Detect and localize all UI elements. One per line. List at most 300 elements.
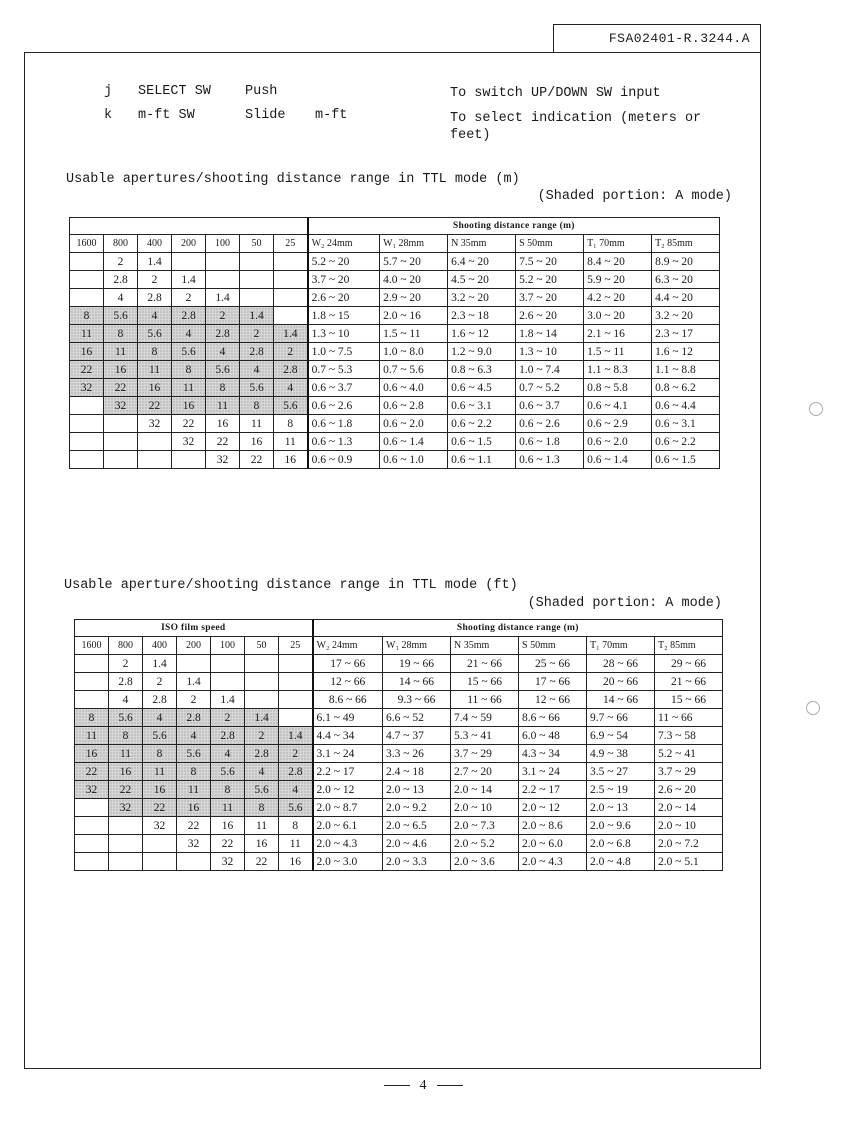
iso-column-header: 800 [109,637,143,655]
distance-range-cell: 2.7 ~ 20 [451,763,519,781]
aperture-cell: 2.8 [143,691,177,709]
aperture-cell: 2 [109,655,143,673]
distance-range-cell: 2.0 ~ 14 [655,799,723,817]
table-row [75,691,723,709]
aperture-cell-a-mode: 2 [279,745,313,763]
distance-range-cell: 5.9 ~ 20 [584,271,652,289]
aperture-cell: 32 [177,835,211,853]
aperture-cell-a-mode: 16 [75,745,109,763]
aperture-cell-a-mode: 8 [143,745,177,763]
distance-range-cell: 1.5 ~ 11 [380,325,448,343]
distance-range-cell: 1.2 ~ 9.0 [448,343,516,361]
distance-range-cell: 1.1 ~ 8.3 [584,361,652,379]
lens-column-header: T₁ 70mm [584,235,652,253]
page-frame [24,52,761,1069]
table-row [75,655,723,673]
aperture-cell: 22 [172,415,206,433]
aperture-cell [70,397,104,415]
aperture-cell: 22 [240,451,274,469]
distance-range-cell: 17 ~ 66 [519,673,587,691]
distance-range-cell: 4.5 ~ 20 [448,271,516,289]
aperture-cell [274,253,308,271]
aperture-cell-a-mode: 8 [206,379,240,397]
table-row [70,415,720,433]
table-row [75,781,723,799]
distance-range-cell: 0.6 ~ 1.5 [448,433,516,451]
distance-range-cell: 3.1 ~ 24 [519,763,587,781]
distance-range-cell: 7.3 ~ 58 [655,727,723,745]
aperture-cell: 16 [279,853,313,871]
aperture-cell: 16 [245,835,279,853]
aperture-cell-a-mode: 8 [172,361,206,379]
aperture-cell: 11 [279,835,313,853]
table-row [70,379,720,397]
table-row [70,307,720,325]
distance-range-cell: 0.6 ~ 2.0 [584,433,652,451]
aperture-cell: 2.8 [104,271,138,289]
table-row [70,343,720,361]
page-number-footer [0,1078,846,1094]
distance-range-cell: 0.6 ~ 3.1 [652,415,720,433]
aperture-cell-a-mode: 11 [211,799,245,817]
aperture-cell [75,655,109,673]
aperture-cell: 16 [274,451,308,469]
distance-range-cell: 6.1 ~ 49 [313,709,383,727]
aperture-cell: 22 [206,433,240,451]
aperture-cell-a-mode: 11 [172,379,206,397]
aperture-cell-a-mode: 8 [240,397,274,415]
lens-column-header: N 35mm [448,235,516,253]
aperture-cell: 8 [274,415,308,433]
control-op-slide: Slide [245,108,286,123]
distance-range-cell: 1.3 ~ 10 [308,325,380,343]
table-row [75,835,723,853]
iso-column-header: 50 [245,637,279,655]
aperture-cell [104,415,138,433]
distance-range-cell: 6.9 ~ 54 [587,727,655,745]
aperture-cell-a-mode: 11 [109,745,143,763]
aperture-cell-a-mode: 1.4 [245,709,279,727]
distance-range-cell: 2.0 ~ 7.3 [451,817,519,835]
distance-range-cell: 9.3 ~ 66 [383,691,451,709]
aperture-cell [70,451,104,469]
distance-range-cell: 8.9 ~ 20 [652,253,720,271]
distance-range-cell: 6.6 ~ 52 [383,709,451,727]
distance-range-cell: 7.4 ~ 59 [451,709,519,727]
aperture-cell-a-mode: 22 [75,763,109,781]
distance-range-cell: 2.0 ~ 9.6 [587,817,655,835]
distance-range-cell: 2.1 ~ 16 [584,325,652,343]
distance-range-cell: 14 ~ 66 [587,691,655,709]
distance-range-cell: 15 ~ 66 [451,673,519,691]
table-row [75,727,723,745]
footer-dash-left [384,1085,410,1086]
aperture-cell-a-mode: 5.6 [109,709,143,727]
distance-range-cell: 2.0 ~ 12 [519,799,587,817]
aperture-cell: 1.4 [143,655,177,673]
aperture-cell-a-mode: 5.6 [104,307,138,325]
iso-column-header: 800 [104,235,138,253]
aperture-cell-a-mode: 2.8 [177,709,211,727]
aperture-cell-a-mode: 8 [109,727,143,745]
distance-range-cell: 29 ~ 66 [655,655,723,673]
distance-range-cell: 2.0 ~ 4.6 [383,835,451,853]
aperture-cell-a-mode: 2.8 [206,325,240,343]
distance-range-cell: 6.4 ~ 20 [448,253,516,271]
lens-column-header: W₁ 28mm [380,235,448,253]
aperture-cell [245,655,279,673]
iso-column-header: 1600 [70,235,104,253]
distance-range-cell: 5.2 ~ 41 [655,745,723,763]
distance-range-cell: 2.0 ~ 3.6 [451,853,519,871]
aperture-cell-a-mode: 1.4 [279,727,313,745]
aperture-cell-a-mode: 8 [138,343,172,361]
aperture-cell-a-mode: 2 [240,325,274,343]
aperture-cell-a-mode: 16 [172,397,206,415]
distance-range-cell: 0.6 ~ 3.1 [448,397,516,415]
aperture-cell-a-mode: 16 [138,379,172,397]
distance-range-cell: 2.0 ~ 16 [380,307,448,325]
aperture-cell-a-mode: 2.8 [172,307,206,325]
aperture-cell-a-mode: 22 [104,379,138,397]
iso-film-speed-header: ISO film speed [75,620,313,637]
distance-range-cell: 0.7 ~ 5.3 [308,361,380,379]
distance-range-cell: 21 ~ 66 [451,655,519,673]
binder-hole-mark [809,402,823,416]
group-header-row [70,218,720,235]
footer-dash-right [437,1085,463,1086]
distance-range-cell: 2.4 ~ 18 [383,763,451,781]
distance-range-cell: 2.9 ~ 20 [380,289,448,307]
distance-range-cell: 2.3 ~ 17 [652,325,720,343]
aperture-cell-a-mode: 4 [177,727,211,745]
distance-range-cell: 3.2 ~ 20 [652,307,720,325]
distance-range-cell: 2.0 ~ 12 [313,781,383,799]
aperture-cell: 1.4 [206,289,240,307]
distance-range-cell: 2.0 ~ 4.3 [519,853,587,871]
section-m-title: Usable apertures/shooting distance range in TTL mode (m) [66,172,520,187]
table-row [70,325,720,343]
aperture-cell-a-mode: 8 [104,325,138,343]
aperture-cell [279,709,313,727]
control-name-select-sw: SELECT SW [138,84,211,99]
iso-column-header: 25 [274,235,308,253]
table-row [70,289,720,307]
distance-range-cell: 0.6 ~ 1.4 [380,433,448,451]
aperture-cell [211,655,245,673]
distance-range-cell: 2.6 ~ 20 [516,307,584,325]
distance-range-cell: 0.6 ~ 0.9 [308,451,380,469]
column-header-row [75,637,723,655]
aperture-cell-a-mode: 2.8 [274,361,308,379]
aperture-cell: 22 [177,817,211,835]
distance-range-cell: 1.0 ~ 7.4 [516,361,584,379]
aperture-cell [70,433,104,451]
aperture-cell-a-mode: 32 [109,799,143,817]
aperture-cell-a-mode: 11 [70,325,104,343]
table-row [70,451,720,469]
table-row [75,853,723,871]
table-row [75,745,723,763]
aperture-cell [274,307,308,325]
distance-range-cell: 0.6 ~ 1.5 [652,451,720,469]
distance-range-cell: 2.0 ~ 10 [451,799,519,817]
table-row [70,397,720,415]
table-row [70,253,720,271]
shooting-distance-range-header: Shooting distance range (m) [313,620,723,637]
aperture-cell: 22 [211,835,245,853]
distance-range-cell: 0.6 ~ 1.8 [308,415,380,433]
distance-range-cell: 0.6 ~ 2.8 [380,397,448,415]
aperture-cell: 22 [245,853,279,871]
iso-column-header: 1600 [75,637,109,655]
distance-range-cell: 4.2 ~ 20 [584,289,652,307]
distance-range-cell: 2.0 ~ 8.7 [313,799,383,817]
aperture-cell-a-mode: 2.8 [211,727,245,745]
distance-range-cell: 0.6 ~ 4.5 [448,379,516,397]
section-ft-title: Usable aperture/shooting distance range in TTL mode (ft) [64,578,518,593]
aperture-cell: 32 [138,415,172,433]
distance-range-cell: 0.6 ~ 4.1 [584,397,652,415]
distance-range-cell: 4.4 ~ 20 [652,289,720,307]
aperture-cell: 2 [138,271,172,289]
aperture-cell: 11 [240,415,274,433]
distance-range-cell: 0.6 ~ 2.6 [308,397,380,415]
aperture-cell [104,451,138,469]
aperture-cell [109,853,143,871]
distance-range-cell: 0.8 ~ 6.2 [652,379,720,397]
lens-column-header: W₁ 28mm [383,637,451,655]
aperture-cell-a-mode: 4 [240,361,274,379]
aperture-cell-a-mode: 8 [177,763,211,781]
aperture-cell [70,271,104,289]
distance-range-cell: 2.6 ~ 20 [308,289,380,307]
iso-column-header: 50 [240,235,274,253]
distance-range-cell: 1.6 ~ 12 [448,325,516,343]
distance-range-cell: 12 ~ 66 [313,673,383,691]
control-key-k: k [104,108,113,123]
control-desc-select-sw: To switch UP/DOWN SW input [450,86,661,101]
distance-range-cell: 5.2 ~ 20 [308,253,380,271]
table-row [75,673,723,691]
distance-range-cell: 2.5 ~ 19 [587,781,655,799]
aperture-cell [240,271,274,289]
distance-table-meters [69,217,720,469]
lens-column-header: T₁ 70mm [587,637,655,655]
aperture-cell: 16 [240,433,274,451]
distance-range-cell: 7.5 ~ 20 [516,253,584,271]
aperture-cell-a-mode: 2.8 [245,745,279,763]
aperture-cell [206,271,240,289]
aperture-cell [104,433,138,451]
distance-range-cell: 0.6 ~ 2.6 [516,415,584,433]
aperture-cell [75,673,109,691]
distance-range-cell: 19 ~ 66 [383,655,451,673]
aperture-cell [240,289,274,307]
aperture-cell: 32 [143,817,177,835]
distance-range-cell: 3.5 ~ 27 [587,763,655,781]
aperture-cell-a-mode: 8 [245,799,279,817]
aperture-cell: 4 [109,691,143,709]
aperture-cell [138,451,172,469]
aperture-cell: 1.4 [138,253,172,271]
table-row [75,817,723,835]
aperture-cell-a-mode: 2 [245,727,279,745]
aperture-cell [70,289,104,307]
column-header-row [70,235,720,253]
aperture-cell: 1.4 [211,691,245,709]
aperture-cell: 32 [211,853,245,871]
distance-range-cell: 1.6 ~ 12 [652,343,720,361]
distance-range-cell: 3.2 ~ 20 [448,289,516,307]
control-desc-mft-sw: To select indication (meters or feet) [450,111,702,143]
distance-range-cell: 11 ~ 66 [655,709,723,727]
distance-range-cell: 0.6 ~ 4.0 [380,379,448,397]
aperture-cell: 16 [206,415,240,433]
aperture-cell-a-mode: 1.4 [274,325,308,343]
aperture-cell-a-mode: 5.6 [211,763,245,781]
aperture-cell-a-mode: 4 [143,709,177,727]
distance-range-cell: 0.7 ~ 5.6 [380,361,448,379]
aperture-cell: 16 [211,817,245,835]
distance-range-cell: 4.0 ~ 20 [380,271,448,289]
distance-range-cell: 2.0 ~ 4.8 [587,853,655,871]
aperture-cell-a-mode: 5.6 [274,397,308,415]
aperture-cell [138,433,172,451]
distance-range-cell: 0.6 ~ 2.9 [584,415,652,433]
aperture-cell-a-mode: 32 [70,379,104,397]
distance-range-cell: 21 ~ 66 [655,673,723,691]
distance-range-cell: 2.0 ~ 6.1 [313,817,383,835]
aperture-cell-a-mode: 8 [70,307,104,325]
control-op-push: Push [245,84,278,99]
distance-range-cell: 0.6 ~ 2.0 [380,415,448,433]
distance-range-cell: 5.3 ~ 41 [451,727,519,745]
distance-range-cell: 3.7 ~ 20 [308,271,380,289]
aperture-cell [143,853,177,871]
distance-range-cell: 3.7 ~ 29 [655,763,723,781]
distance-range-cell: 6.3 ~ 20 [652,271,720,289]
distance-range-cell: 3.7 ~ 20 [516,289,584,307]
aperture-cell [177,655,211,673]
lens-column-header: T₂ 85mm [655,637,723,655]
aperture-cell-a-mode: 5.6 [279,799,313,817]
aperture-cell-a-mode: 22 [143,799,177,817]
distance-range-cell: 3.0 ~ 20 [584,307,652,325]
aperture-cell [279,655,313,673]
aperture-cell [177,853,211,871]
distance-range-cell: 0.8 ~ 6.3 [448,361,516,379]
aperture-cell: 2 [104,253,138,271]
distance-range-cell: 2.2 ~ 17 [519,781,587,799]
aperture-cell-a-mode: 5.6 [138,325,172,343]
table-row [75,799,723,817]
distance-range-cell: 2.0 ~ 13 [587,799,655,817]
aperture-cell-a-mode: 32 [75,781,109,799]
distance-range-cell: 2.0 ~ 3.3 [383,853,451,871]
iso-column-header: 400 [138,235,172,253]
lens-column-header: T₂ 85mm [652,235,720,253]
distance-range-cell: 2.0 ~ 8.6 [519,817,587,835]
aperture-cell [279,691,313,709]
aperture-cell [75,691,109,709]
aperture-cell-a-mode: 11 [75,727,109,745]
aperture-cell-a-mode: 2.8 [240,343,274,361]
distance-range-cell: 0.7 ~ 5.2 [516,379,584,397]
aperture-cell-a-mode: 4 [274,379,308,397]
aperture-cell: 32 [206,451,240,469]
aperture-cell-a-mode: 11 [143,763,177,781]
document-number: FSA02401-R.3244.A [553,24,761,52]
aperture-cell-a-mode: 4 [279,781,313,799]
distance-range-cell: 1.5 ~ 11 [584,343,652,361]
distance-range-cell: 8.6 ~ 66 [313,691,383,709]
aperture-cell: 1.4 [177,673,211,691]
aperture-cell: 2 [177,691,211,709]
aperture-cell-a-mode: 5.6 [143,727,177,745]
distance-range-cell: 0.6 ~ 1.8 [516,433,584,451]
distance-range-cell: 0.6 ~ 3.7 [516,397,584,415]
aperture-cell-a-mode: 11 [177,781,211,799]
aperture-cell [70,253,104,271]
aperture-cell-a-mode: 16 [177,799,211,817]
distance-range-cell: 4.3 ~ 34 [519,745,587,763]
lens-column-header: S 50mm [519,637,587,655]
distance-range-cell: 11 ~ 66 [451,691,519,709]
distance-range-cell: 8.6 ~ 66 [519,709,587,727]
distance-range-cell: 2.0 ~ 6.5 [383,817,451,835]
distance-range-cell: 0.6 ~ 3.7 [308,379,380,397]
aperture-cell: 2.8 [138,289,172,307]
distance-range-cell: 2.6 ~ 20 [655,781,723,799]
aperture-cell [75,817,109,835]
aperture-cell [240,253,274,271]
page-number: 4 [419,1078,427,1093]
aperture-cell [109,817,143,835]
distance-range-cell: 2.0 ~ 5.1 [655,853,723,871]
aperture-cell: 2.8 [109,673,143,691]
aperture-cell [274,289,308,307]
table-row [75,709,723,727]
shooting-distance-range-header: Shooting distance range (m) [308,218,720,235]
distance-range-cell: 1.1 ~ 8.8 [652,361,720,379]
lens-column-header: W₂ 24mm [308,235,380,253]
aperture-cell-a-mode: 5.6 [240,379,274,397]
aperture-cell [172,253,206,271]
aperture-cell-a-mode: 16 [104,361,138,379]
distance-range-cell: 2.3 ~ 18 [448,307,516,325]
distance-range-cell: 0.6 ~ 2.2 [652,433,720,451]
aperture-cell-a-mode: 16 [143,781,177,799]
aperture-cell [274,271,308,289]
section-ft-subtitle: (Shaded portion: A mode) [527,596,722,611]
aperture-cell-a-mode: 8 [75,709,109,727]
distance-range-cell: 1.8 ~ 14 [516,325,584,343]
distance-range-cell: 2.0 ~ 9.2 [383,799,451,817]
distance-range-cell: 3.1 ~ 24 [313,745,383,763]
aperture-cell [245,673,279,691]
distance-range-cell: 3.7 ~ 29 [451,745,519,763]
aperture-cell [143,835,177,853]
distance-range-cell: 0.8 ~ 5.8 [584,379,652,397]
distance-table-feet [74,619,723,871]
distance-range-cell: 1.8 ~ 15 [308,307,380,325]
aperture-cell-a-mode: 5.6 [206,361,240,379]
distance-range-cell: 0.6 ~ 1.3 [516,451,584,469]
distance-range-cell: 1.0 ~ 7.5 [308,343,380,361]
aperture-cell: 11 [245,817,279,835]
aperture-cell-a-mode: 2 [206,307,240,325]
